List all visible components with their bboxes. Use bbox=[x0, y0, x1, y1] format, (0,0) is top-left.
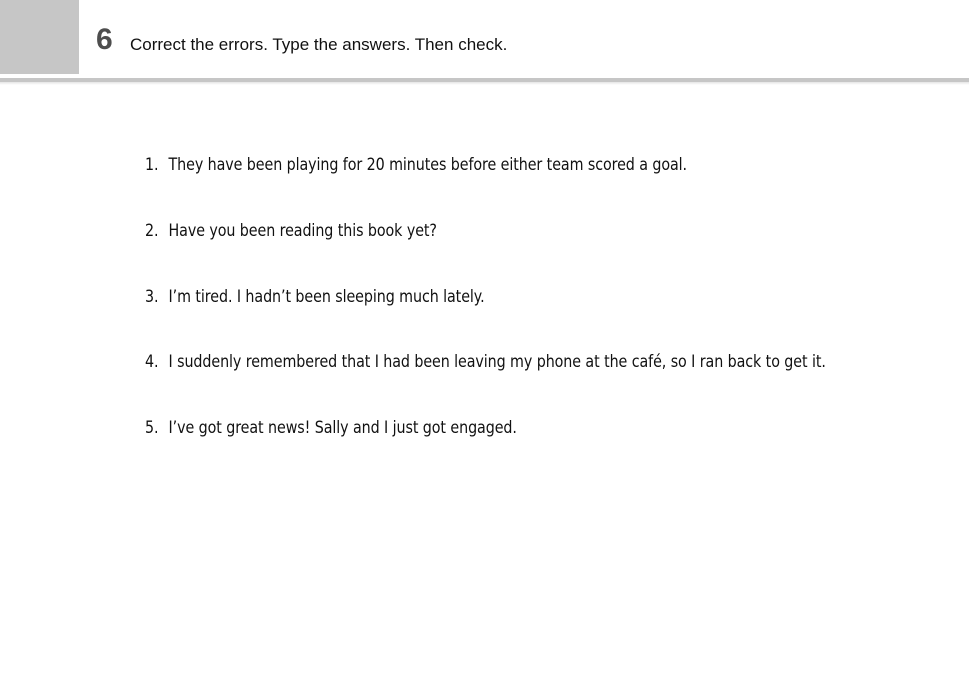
question-number: 4. bbox=[145, 352, 159, 373]
question-text: I’m tired. I hadn’t been sleeping much lately. bbox=[168, 286, 485, 307]
question-text: I suddenly remembered that I had been leaving my phone at the café, so I ran back to get it. bbox=[168, 352, 826, 373]
question-number: 1. bbox=[145, 155, 159, 175]
question-list bbox=[145, 152, 955, 481]
question-item-4 bbox=[145, 349, 826, 415]
exercise-number: 6 bbox=[96, 23, 113, 56]
exercise-header bbox=[0, 0, 969, 78]
header-divider-shadow bbox=[0, 82, 969, 85]
question-number: 2. bbox=[145, 220, 159, 241]
question-item-5 bbox=[145, 415, 826, 481]
question-number: 5. bbox=[145, 418, 159, 438]
question-text: They have been playing for 20 minutes before either team scored a goal. bbox=[168, 155, 687, 175]
question-text: Have you been reading this book yet? bbox=[168, 220, 437, 241]
question-item-2 bbox=[145, 218, 826, 284]
question-text: I’ve got great news! Sally and I just got engaged. bbox=[168, 418, 517, 438]
question-item-1 bbox=[145, 152, 826, 218]
exercise-instruction: Correct the errors. Type the answers. Then check. bbox=[130, 35, 508, 54]
question-number: 3. bbox=[145, 286, 159, 307]
header-accent-block bbox=[0, 0, 79, 74]
question-item-3 bbox=[145, 284, 826, 350]
